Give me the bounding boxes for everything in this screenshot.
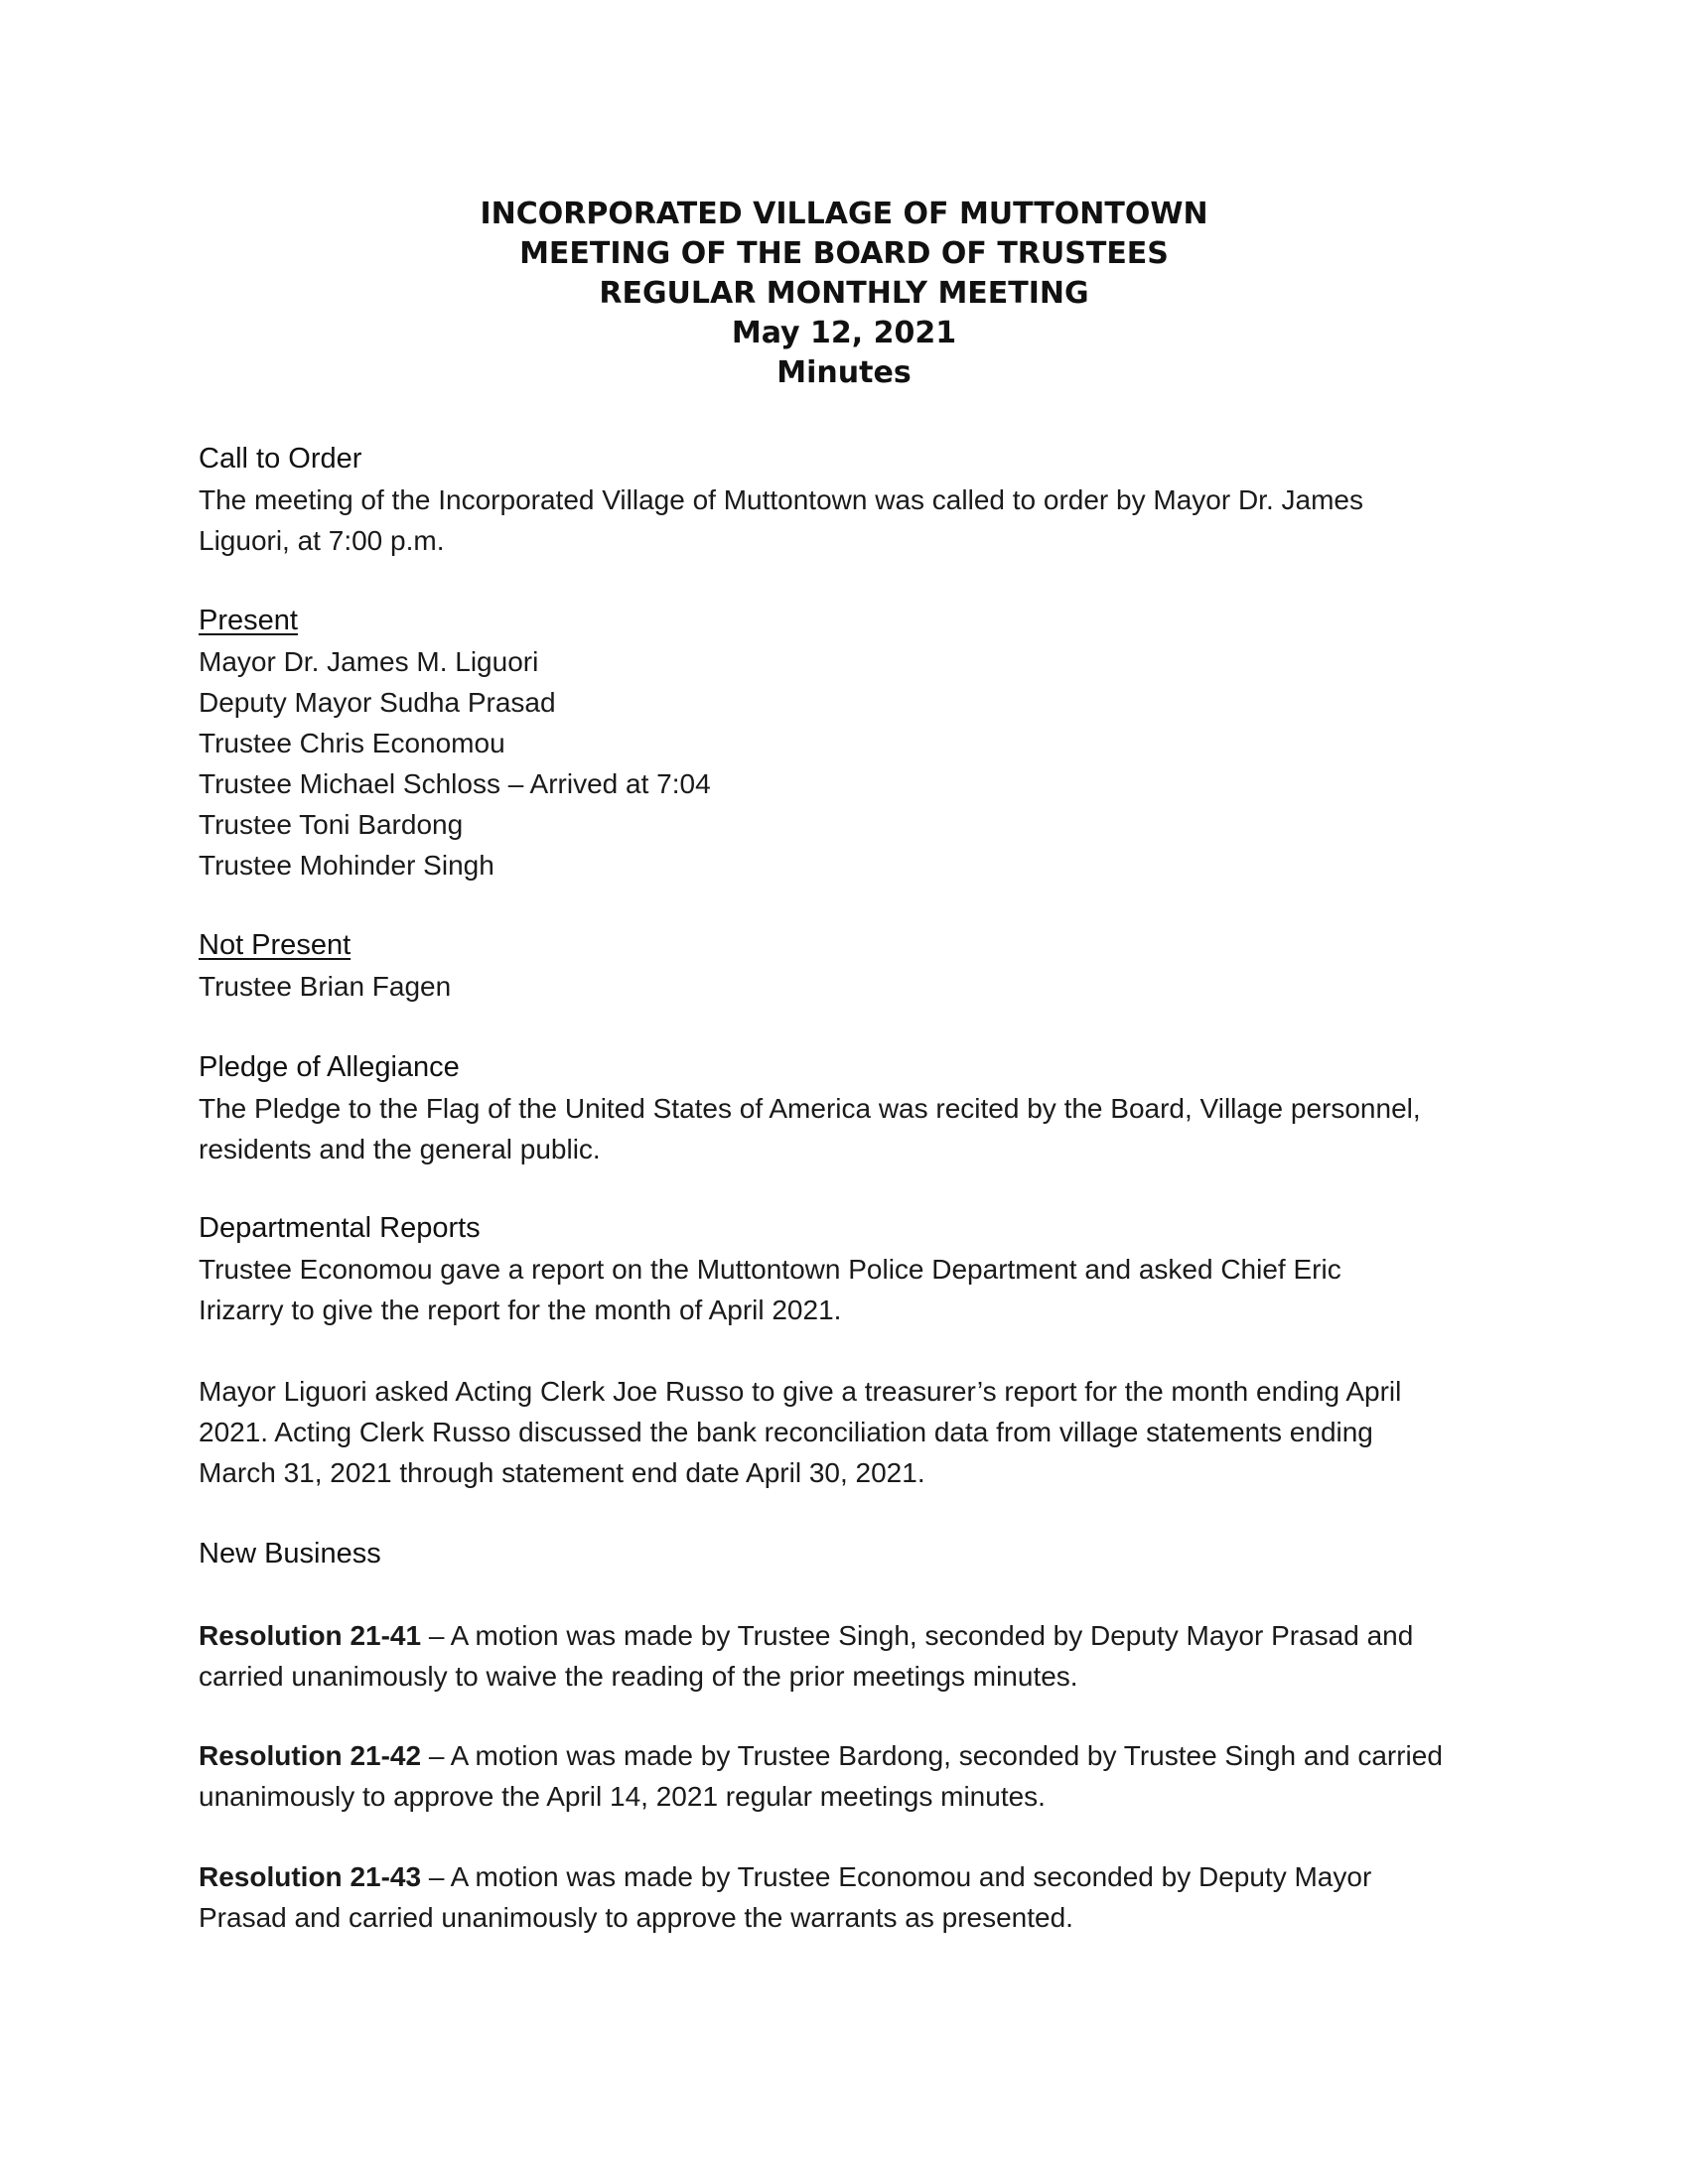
resolution-item bbox=[199, 1856, 1489, 1938]
heading-departmental-reports: Departmental Reports bbox=[199, 1212, 481, 1244]
dept-report-line: Trustee Economou gave a report on the Muttontown Police Department and asked Chief Eric bbox=[199, 1254, 1341, 1285]
not-present-member: Trustee Brian Fagen bbox=[199, 971, 452, 1002]
resolution-label: Resolution 21-43 bbox=[199, 1861, 422, 1892]
treasurer-report-line: 2021. Acting Clerk Russo discussed the bank reconciliation data from village statements ending bbox=[199, 1417, 1373, 1447]
heading-call-to-order: Call to Order bbox=[199, 443, 362, 475]
resolution-line: unanimously to approve the April 14, 2021 regular meetings minutes. bbox=[199, 1781, 1046, 1812]
section-new-business bbox=[199, 1534, 1489, 1574]
resolution-line bbox=[199, 1615, 1489, 1656]
pledge-line: The Pledge to the Flag of the United States of America was recited by the Board, Village personnel, bbox=[199, 1093, 1421, 1124]
header-village-name: INCORPORATED VILLAGE OF MUTTONTOWN bbox=[480, 197, 1208, 231]
heading-new-business: New Business bbox=[199, 1538, 381, 1570]
treasurer-report-line: March 31, 2021 through statement end date April 30, 2021. bbox=[199, 1457, 925, 1488]
section-present bbox=[199, 601, 1489, 886]
resolution-line: carried unanimously to waive the reading of the prior meetings minutes. bbox=[199, 1661, 1078, 1692]
resolution-line bbox=[199, 1735, 1489, 1776]
section-treasurer-report bbox=[199, 1371, 1489, 1493]
resolution-item bbox=[199, 1735, 1489, 1817]
call-to-order-line: Liguori, at 7:00 p.m. bbox=[199, 525, 445, 556]
heading-pledge: Pledge of Allegiance bbox=[199, 1051, 460, 1083]
present-member: Trustee Mohinder Singh bbox=[199, 850, 494, 881]
section-pledge bbox=[199, 1047, 1489, 1169]
section-not-present bbox=[199, 925, 1489, 1007]
treasurer-report-line: Mayor Liguori asked Acting Clerk Joe Russo to give a treasurer’s report for the month ending April bbox=[199, 1376, 1402, 1407]
present-member: Trustee Michael Schloss – Arrived at 7:04 bbox=[199, 768, 711, 799]
present-member: Trustee Chris Economou bbox=[199, 728, 505, 758]
resolution-text: – A motion was made by Trustee Economou and seconded by Deputy Mayor bbox=[421, 1861, 1372, 1892]
call-to-order-line: The meeting of the Incorporated Village of Muttontown was called to order by Mayor Dr. James bbox=[199, 484, 1363, 515]
section-call-to-order bbox=[199, 439, 1489, 561]
resolution-line bbox=[199, 1856, 1489, 1897]
resolution-label: Resolution 21-41 bbox=[199, 1620, 422, 1651]
heading-not-present: Not Present bbox=[199, 929, 352, 961]
header-meeting-type: REGULAR MONTHLY MEETING bbox=[599, 276, 1089, 311]
resolution-text: – A motion was made by Trustee Bardong, seconded by Trustee Singh and carried bbox=[421, 1740, 1443, 1771]
resolution-line: Prasad and carried unanimously to approve the warrants as presented. bbox=[199, 1902, 1073, 1933]
present-member: Mayor Dr. James M. Liguori bbox=[199, 646, 539, 677]
dept-report-line: Irizarry to give the report for the month of April 2021. bbox=[199, 1295, 842, 1325]
resolution-text: – A motion was made by Trustee Singh, seconded by Deputy Mayor Prasad and bbox=[421, 1620, 1414, 1651]
heading-present: Present bbox=[199, 605, 298, 636]
section-departmental-reports bbox=[199, 1208, 1489, 1330]
present-member: Trustee Toni Bardong bbox=[199, 809, 464, 840]
document-header bbox=[0, 195, 1688, 393]
header-meeting-board: MEETING OF THE BOARD OF TRUSTEES bbox=[519, 236, 1169, 271]
header-doc-type: Minutes bbox=[776, 355, 912, 390]
pledge-line: residents and the general public. bbox=[199, 1134, 601, 1164]
header-date: May 12, 2021 bbox=[731, 316, 957, 350]
present-member: Deputy Mayor Sudha Prasad bbox=[199, 687, 556, 718]
resolution-label: Resolution 21-42 bbox=[199, 1740, 422, 1771]
resolution-item bbox=[199, 1615, 1489, 1697]
